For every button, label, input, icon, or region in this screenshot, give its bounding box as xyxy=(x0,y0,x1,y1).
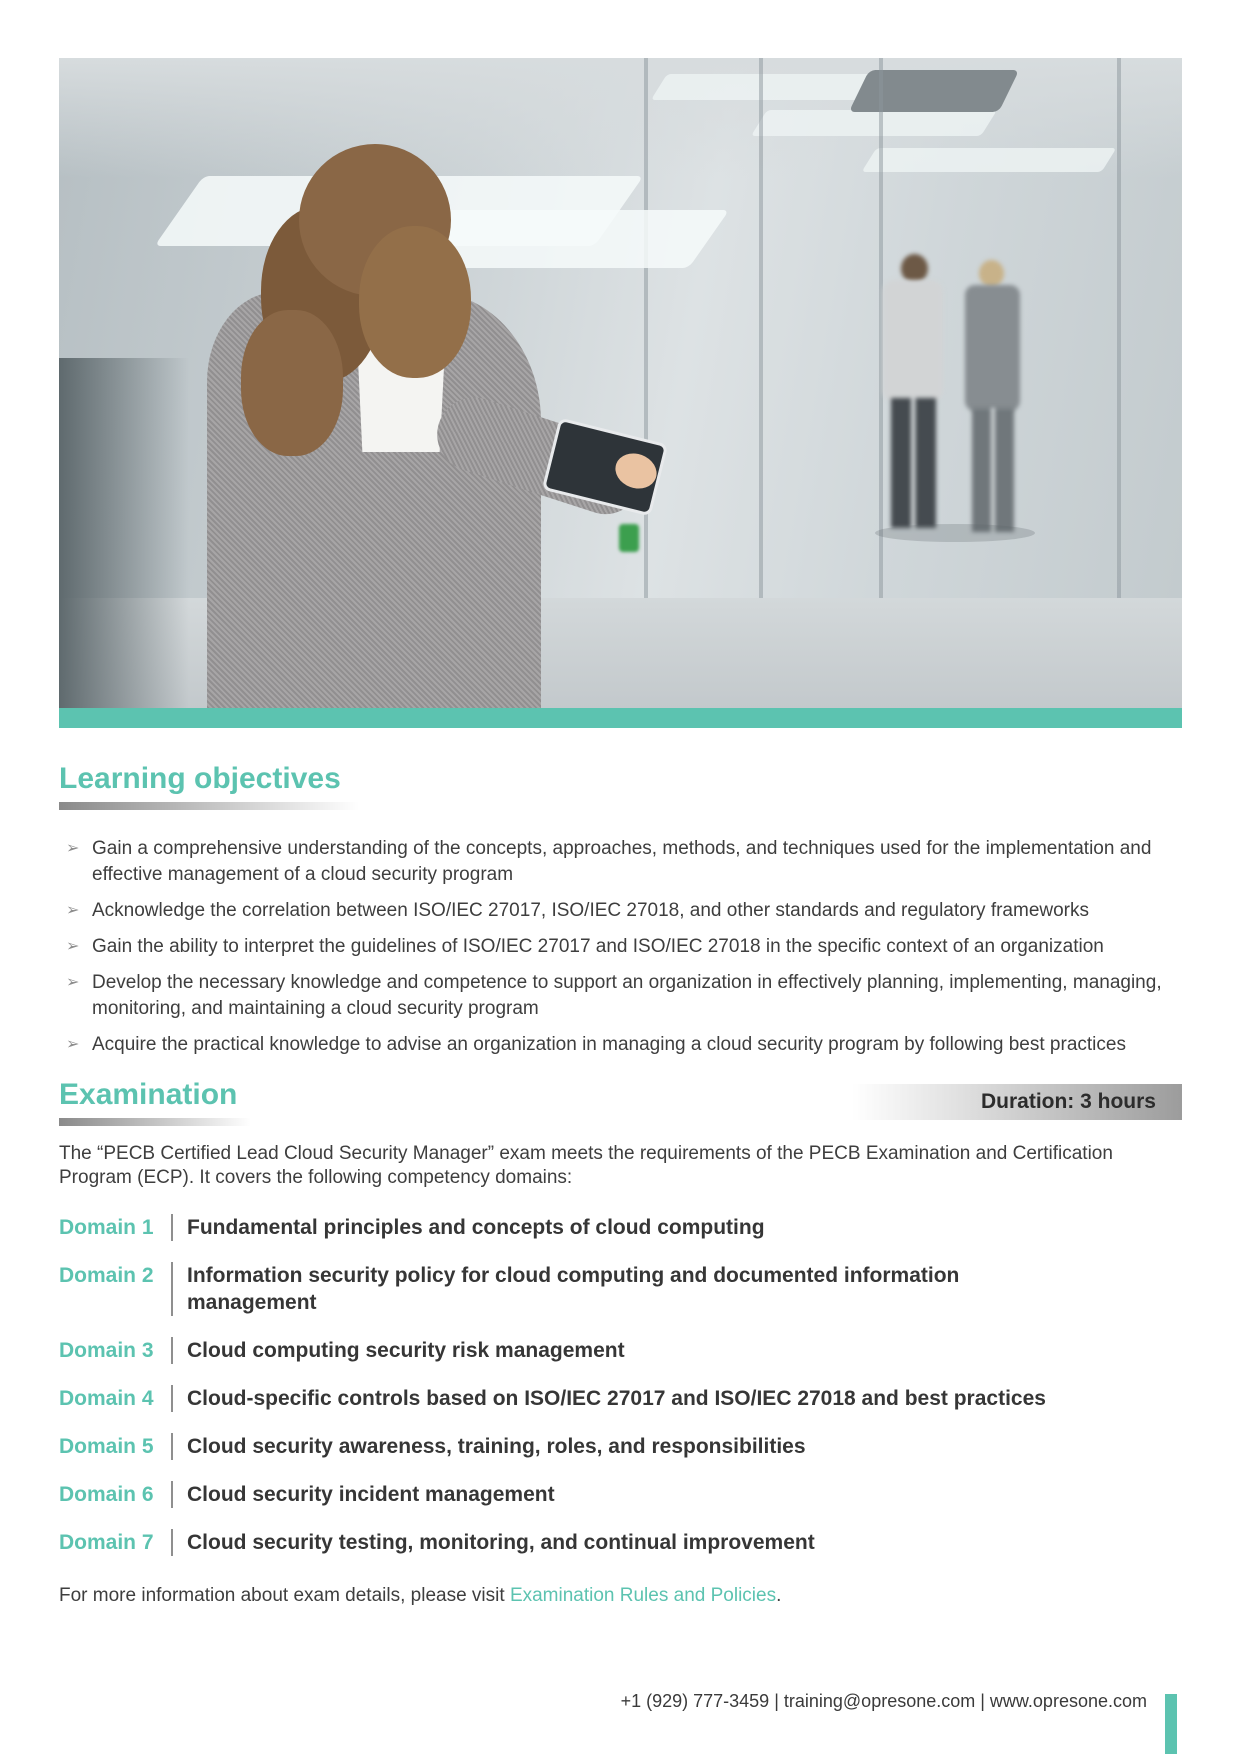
photo-floor-shadow xyxy=(875,524,1035,542)
photo-background-person xyxy=(891,398,936,528)
domains-list xyxy=(59,1214,1182,1556)
domain-divider xyxy=(171,1529,173,1556)
photo-ceiling-light xyxy=(651,74,877,100)
domain-row xyxy=(59,1433,1182,1460)
domain-text: Fundamental principles and concepts of cloud computing xyxy=(187,1216,765,1239)
photo-accent-bar xyxy=(59,708,1182,728)
domain-row xyxy=(59,1262,1182,1316)
photo-green-object xyxy=(619,524,639,552)
domain-text: Cloud security awareness, training, roles, and responsibilities xyxy=(187,1435,806,1458)
photo-background-person xyxy=(901,254,928,283)
domain-divider xyxy=(171,1481,173,1508)
photo-background-person xyxy=(979,260,1004,287)
list-item xyxy=(59,970,1182,1022)
domain-row xyxy=(59,1214,1182,1241)
learning-objectives-list xyxy=(59,836,1182,1058)
domain-divider xyxy=(171,1262,173,1316)
domain-text: Cloud computing security risk management xyxy=(187,1339,625,1362)
photo-ceiling-light xyxy=(751,110,997,136)
photo-background-person xyxy=(972,408,1014,532)
photo-background-person xyxy=(965,285,1020,411)
bullet-text: Develop the necessary knowledge and competence to support an organization in effectively planning, implementing, managing, monitoring, and maintaining a cloud security program xyxy=(92,972,1162,1019)
domain-label: Domain 7 xyxy=(59,1531,154,1554)
domain-divider xyxy=(171,1214,173,1241)
list-item xyxy=(59,898,1182,924)
photo-ceiling-light xyxy=(862,148,1117,172)
more-info-note xyxy=(59,1584,1182,1608)
photo-dark-cabinet xyxy=(59,358,189,708)
heading-underline xyxy=(59,802,359,810)
domain-text: Cloud security testing, monitoring, and continual improvement xyxy=(187,1531,815,1554)
arrow-bullet-icon: ➢ xyxy=(66,974,80,991)
domain-text: Cloud security incident management xyxy=(187,1483,555,1506)
more-info-suffix: . xyxy=(776,1585,782,1606)
bullet-text: Acknowledge the correlation between ISO/IEC 27017, ISO/IEC 27018, and other standards and regulatory frameworks xyxy=(92,900,1090,921)
domain-row xyxy=(59,1481,1182,1508)
domain-text: Cloud-specific controls based on ISO/IEC 27017 and ISO/IEC 27018 and best practices xyxy=(187,1387,1046,1410)
hero-photo xyxy=(59,58,1182,708)
arrow-bullet-icon: ➢ xyxy=(66,1036,80,1053)
list-item xyxy=(59,1032,1182,1058)
duration-badge: Duration: 3 hours xyxy=(852,1084,1182,1120)
arrow-bullet-icon: ➢ xyxy=(66,840,80,857)
bullet-text: Acquire the practical knowledge to advise an organization in managing a cloud security program by following best practices xyxy=(92,1034,1126,1055)
bullet-text: Gain the ability to interpret the guidelines of ISO/IEC 27017 and ISO/IEC 27018 in the specific context of an organization xyxy=(92,936,1104,957)
photo-glass-partition xyxy=(644,58,648,618)
photo-background-person xyxy=(883,280,943,402)
domain-row xyxy=(59,1337,1182,1364)
arrow-bullet-icon: ➢ xyxy=(66,902,80,919)
domain-divider xyxy=(171,1385,173,1412)
domain-label: Domain 3 xyxy=(59,1339,154,1362)
domain-label: Domain 6 xyxy=(59,1483,154,1506)
footer-accent-bar xyxy=(1165,1694,1177,1754)
learning-objectives-title: Learning objectives xyxy=(59,762,341,795)
photo-woman-hair xyxy=(241,310,343,456)
arrow-bullet-icon: ➢ xyxy=(66,938,80,955)
list-item xyxy=(59,836,1182,888)
domain-label: Domain 1 xyxy=(59,1216,154,1239)
photo-glass-partition xyxy=(759,58,763,618)
domain-divider xyxy=(171,1433,173,1460)
examination-section xyxy=(59,1078,1182,1608)
list-item xyxy=(59,934,1182,960)
photo-air-vent xyxy=(849,70,1019,112)
examination-header xyxy=(59,1078,1182,1126)
more-info-prefix: For more information about exam details, please visit xyxy=(59,1585,510,1606)
photo-glass-partition xyxy=(1117,58,1121,618)
examination-heading-block xyxy=(59,1078,251,1126)
domain-label: Domain 4 xyxy=(59,1387,154,1410)
domain-row xyxy=(59,1385,1182,1412)
examination-rules-link[interactable]: Examination Rules and Policies xyxy=(509,1585,777,1606)
examination-title: Examination xyxy=(59,1078,238,1111)
heading-underline xyxy=(59,1118,251,1126)
learning-objectives-section xyxy=(59,762,1182,1058)
bullet-text: Gain a comprehensive understanding of the concepts, approaches, methods, and techniques used for the implementation and effective management of a cloud security program xyxy=(92,838,1152,885)
domain-text: Information security policy for cloud computing and documented information management xyxy=(187,1264,960,1314)
domain-label: Domain 5 xyxy=(59,1435,154,1458)
footer-contact: +1 (929) 777-3459 | training@opresone.com | www.opresone.com xyxy=(620,1691,1147,1711)
domain-row xyxy=(59,1529,1182,1556)
examination-intro: The “PECB Certified Lead Cloud Security Manager” exam meets the requirements of the PECB Examination and Certification Program (ECP). It covers the following competency domains: xyxy=(59,1143,1113,1188)
domain-divider xyxy=(171,1337,173,1364)
photo-woman-hair xyxy=(359,226,471,378)
domain-label: Domain 2 xyxy=(59,1264,154,1287)
